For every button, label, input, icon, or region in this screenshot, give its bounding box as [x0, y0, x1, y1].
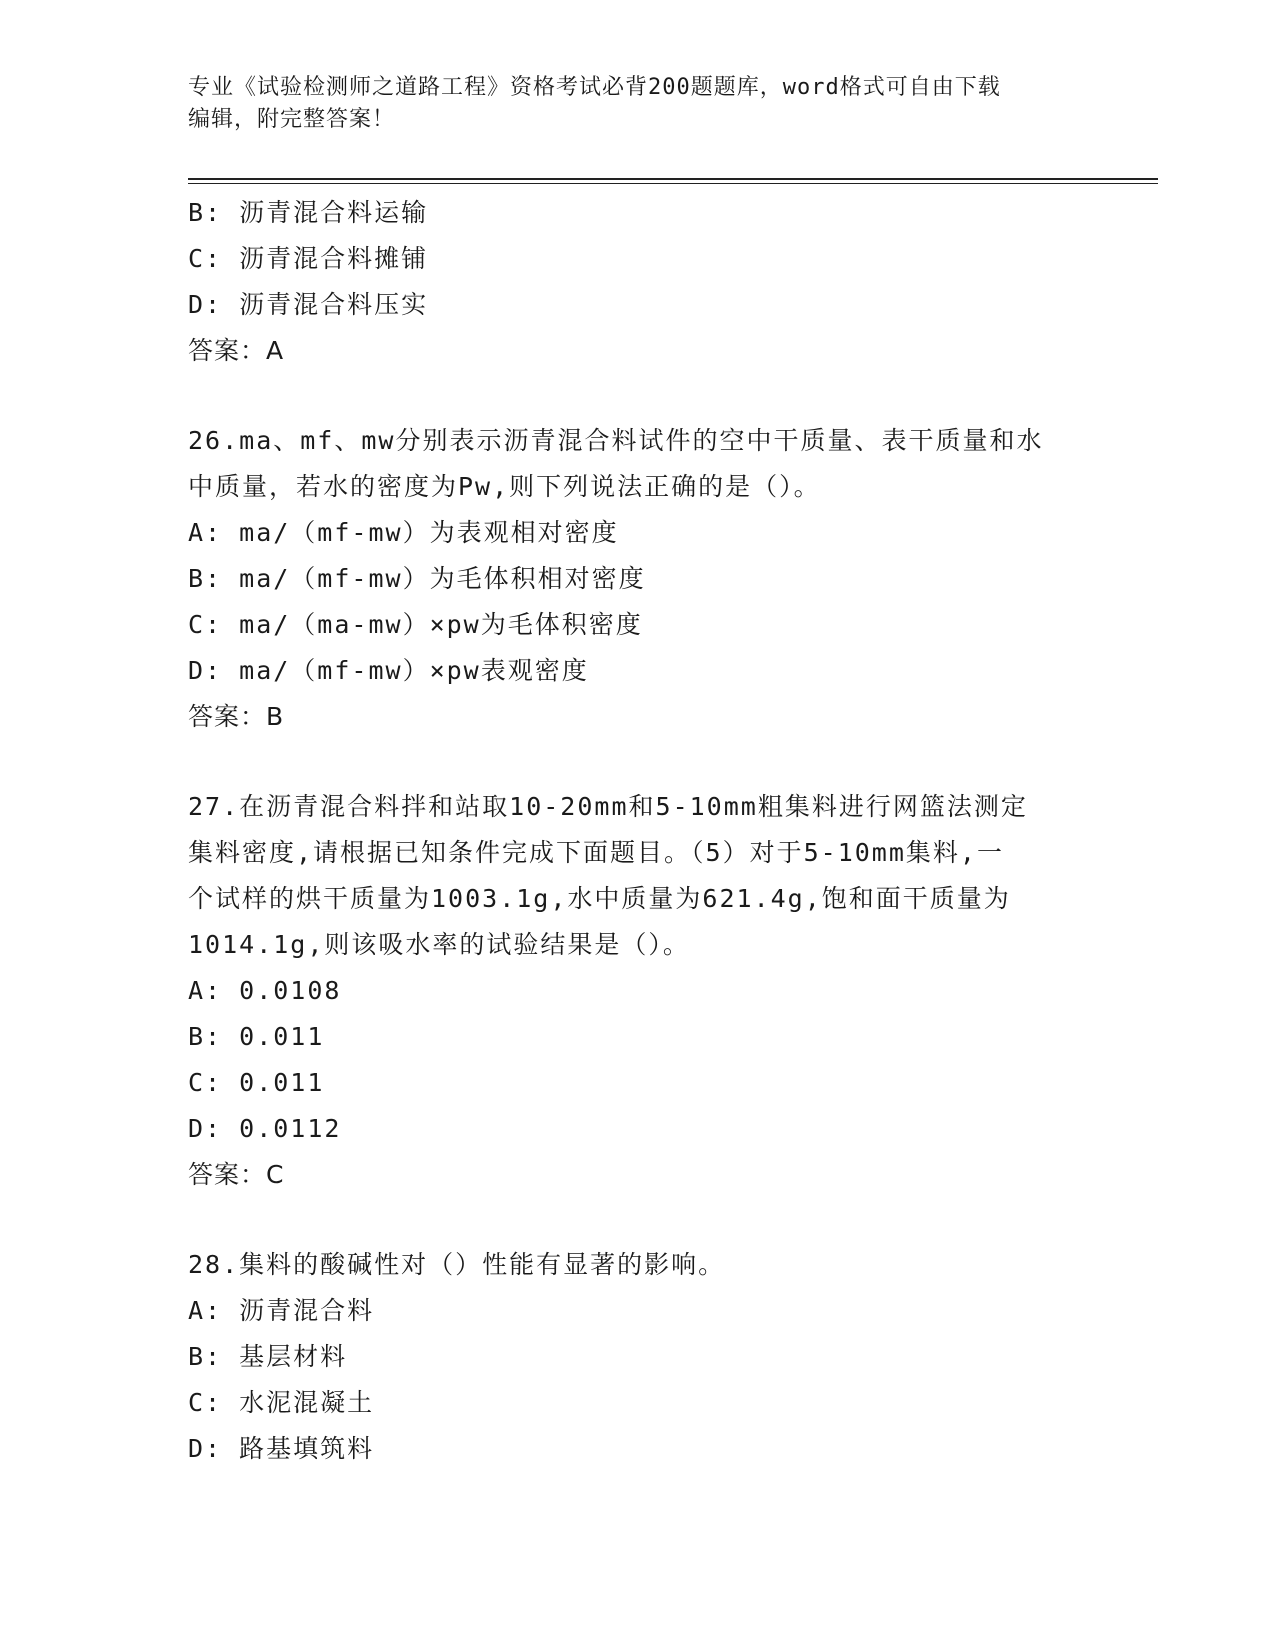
option-a: A: 0.0108 [188, 976, 342, 1005]
question-27 [188, 784, 1108, 1198]
question-text-line: 26.ma、mf、mw分别表示沥青混合料试件的空中干质量、表干质量和水 [188, 426, 1044, 455]
document-body [188, 190, 1108, 1472]
page-header [188, 72, 1088, 136]
question-text-line: 集料密度,请根据已知条件完成下面题目。（5）对于5-10mm集料,一 [188, 838, 1004, 867]
question-text-line: 中质量，若水的密度为Pw,则下列说法正确的是（）。 [188, 472, 821, 501]
option-c: C: ma/（ma-mw）×pw为毛体积密度 [188, 610, 643, 639]
answer-line: 答案：B [188, 702, 285, 731]
answer-line: 答案：A [188, 336, 285, 365]
previous-question-block [188, 190, 1108, 374]
header-line-1: 专业《试验检测师之道路工程》资格考试必背200题题库，word格式可自由下载 [188, 75, 1001, 100]
option-d: D: 0.0112 [188, 1114, 342, 1143]
question-text [188, 1242, 1108, 1288]
option-d: D: ma/（mf-mw）×pw表观密度 [188, 656, 589, 685]
question-text [188, 418, 1108, 510]
option-a: A: ma/（mf-mw）为表观相对密度 [188, 518, 619, 547]
option-b: B: 沥青混合料运输 [188, 198, 429, 227]
option-a: A: 沥青混合料 [188, 1296, 375, 1325]
header-divider-thin [188, 183, 1158, 184]
option-d: D: 沥青混合料压实 [188, 290, 429, 319]
question-text-line: 27.在沥青混合料拌和站取10-20mm和5-10mm粗集料进行网篮法测定 [188, 792, 1028, 821]
option-d: D: 路基填筑料 [188, 1434, 375, 1463]
question-text [188, 784, 1108, 968]
question-26 [188, 418, 1108, 740]
option-c: C: 0.011 [188, 1068, 325, 1097]
option-b: B: ma/（mf-mw）为毛体积相对密度 [188, 564, 646, 593]
answer-line: 答案：C [188, 1160, 285, 1189]
option-b: B: 0.011 [188, 1022, 325, 1051]
question-text-line: 个试样的烘干质量为1003.1g,水中质量为621.4g,饱和面干质量为 [188, 884, 1011, 913]
option-c: C: 沥青混合料摊铺 [188, 244, 429, 273]
question-28 [188, 1242, 1108, 1472]
question-text-line: 1014.1g,则该吸水率的试验结果是（）。 [188, 930, 690, 959]
option-c: C: 水泥混凝土 [188, 1388, 375, 1417]
header-divider-thick [188, 178, 1158, 180]
question-text-line: 28.集料的酸碱性对（）性能有显著的影响。 [188, 1250, 726, 1279]
option-b: B: 基层材料 [188, 1342, 348, 1371]
header-line-2: 编辑，附完整答案！ [188, 107, 396, 132]
